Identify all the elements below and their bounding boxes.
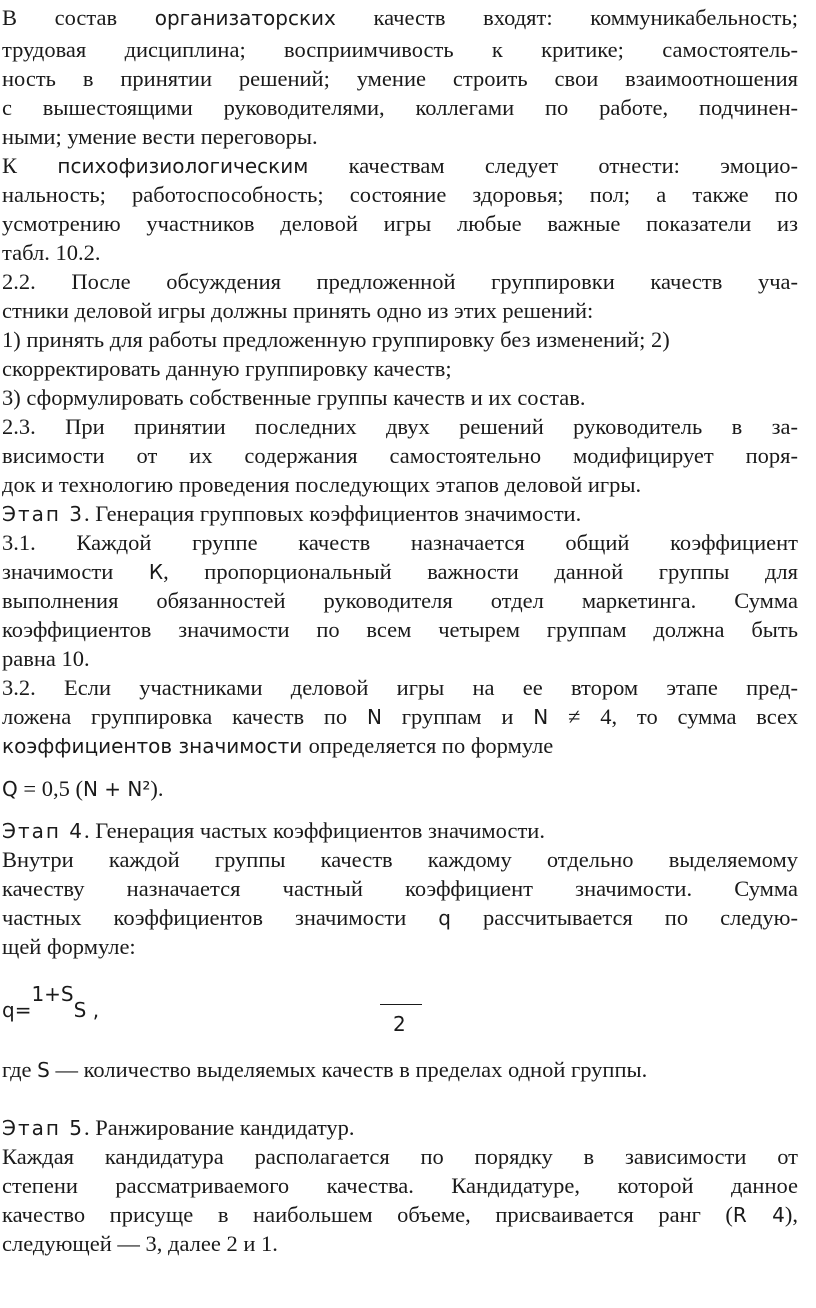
formula-q [2, 982, 100, 1022]
stage-heading: Этап 4. Генерация частых коэффициентов значимости. [2, 818, 545, 843]
text-line: следующей — 3, далее 2 и 1. [2, 1231, 278, 1256]
text-line: 3.1. Каждой группе качеств назначается общий коэффициент [2, 530, 798, 555]
text-line: где S — количество выделяемых качеств в пределах одной группы. [2, 1057, 648, 1082]
formula-denominator: 2 [393, 1012, 406, 1036]
formula-numerator: 1+S [31, 982, 74, 1006]
formula-Q: Q = 0,5 (N + N²). [2, 776, 164, 801]
text-line: качество присуще в наибольшем объеме, присваивается ранг (R 4), [2, 1202, 798, 1227]
text-line: 2.2. После обсуждения предложенной группировки качеств уча- [2, 269, 798, 294]
text-line: коэффициентов значимости определяется по формуле [2, 733, 554, 758]
text-line: 2.3. При принятии последних двух решений руководитель в за- [2, 414, 798, 439]
formula-lhs: q= [2, 998, 32, 1022]
text-line: коэффициентов значимости по всем четырем группам должна быть [2, 617, 798, 642]
formula-comma: , [86, 998, 100, 1022]
text-line: трудовая дисциплина; восприимчивость к критике; самостоятель- [2, 37, 798, 62]
text-line: Каждая кандидатура располагается по порядку в зависимости от [2, 1144, 798, 1169]
text-line: 3) сформулировать собственные группы качеств и их состав. [2, 385, 586, 410]
text-line: с вышестоящими руководителями, коллегами по работе, подчинен- [2, 95, 798, 120]
text-line: качеству назначается частный коэффициент значимости. Сумма [2, 876, 798, 901]
text-line: частных коэффициентов значимости q рассчитывается по следую- [2, 905, 798, 930]
text-line: 3.2. Если участниками деловой игры на ее втором этапе пред- [2, 675, 798, 700]
text-line: док и технологию проведения последующих этапов деловой игры. [2, 472, 642, 497]
text-line: щей формуле: [2, 934, 136, 959]
text-line: значимости К, пропорциональный важности данной группы для [2, 559, 798, 584]
text-line: табл. 10.2. [2, 240, 101, 265]
text-line: ными; умение вести переговоры. [2, 124, 318, 149]
formula-s: S [73, 998, 87, 1022]
text-line: равна 10. [2, 646, 90, 671]
text-line: выполнения обязанностей руководителя отдел маркетинга. Сумма [2, 588, 798, 613]
text-line: степени рассматриваемого качества. Кандидатуре, которой данное [2, 1173, 798, 1198]
fraction-bar [380, 1004, 422, 1005]
text-line: 1) принять для работы предложенную группировку без изменений; 2) [2, 327, 670, 352]
stage-heading: Этап 3. Генерация групповых коэффициентов значимости. [2, 501, 582, 526]
text-line: ложена группировка качеств по N группам и N ≠ 4, то сумма всех [2, 704, 799, 729]
text-line: стники деловой игры должны принять одно из этих решений: [2, 298, 594, 323]
text-line: скорректировать данную группировку качеств; [2, 356, 452, 381]
text-line: висимости от их содержания самостоятельно модифицирует поря- [2, 443, 798, 468]
stage-heading: Этап 5. Ранжирование кандидатур. [2, 1115, 355, 1140]
text-line: Внутри каждой группы качеств каждому отдельно выделяемому [2, 847, 798, 872]
text-line: усмотрению участников деловой игры любые важные показатели из [2, 211, 798, 236]
text-line: В состав организаторских качеств входят: коммуникабельность; [2, 5, 798, 30]
text-line: ность в принятии решений; умение строить свои взаимоотношения [2, 66, 798, 91]
text-line: нальность; работоспособность; состояние здоровья; пол; а также по [2, 182, 798, 207]
text-line: К психофизиологическим качествам следует отнести: эмоцио- [2, 153, 799, 178]
